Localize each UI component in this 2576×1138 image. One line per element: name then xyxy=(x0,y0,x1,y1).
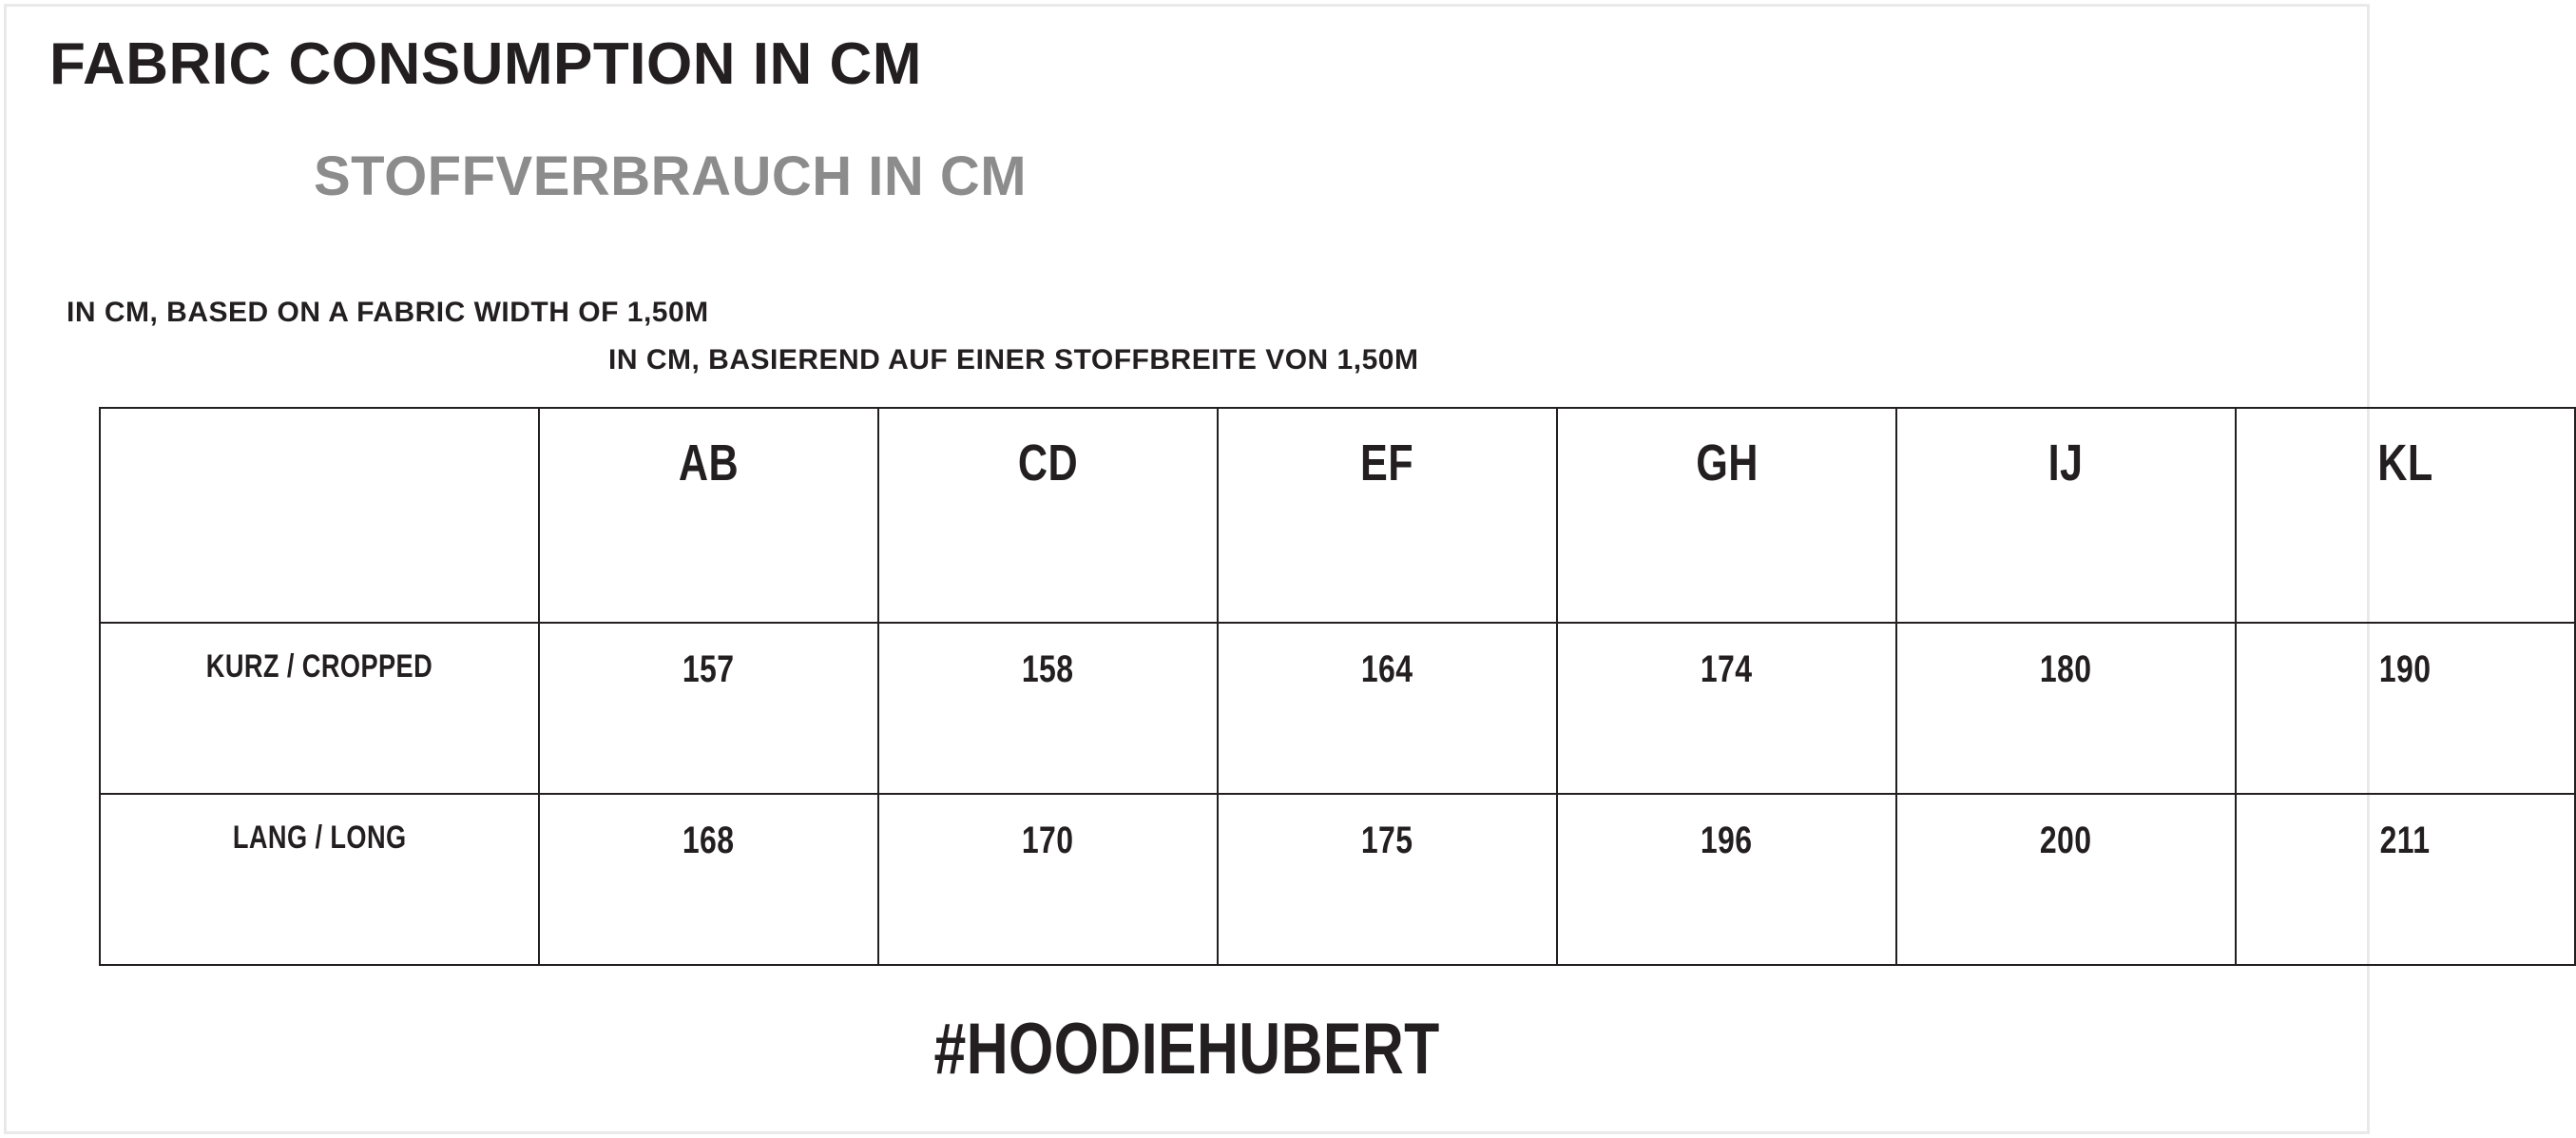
cell-cropped-ef-value: 164 xyxy=(1361,648,1413,690)
cell-cropped-ij xyxy=(1896,623,2236,794)
column-header-ab-label: AB xyxy=(678,434,740,492)
page-title-english-text: FABRIC CONSUMPTION IN CM xyxy=(49,31,922,97)
cell-cropped-gh xyxy=(1557,623,1896,794)
column-header-ab xyxy=(539,408,878,623)
column-header-ef xyxy=(1218,408,1557,623)
fabric-consumption-table-wrapper xyxy=(99,407,2433,966)
table-row xyxy=(100,623,2575,794)
cell-cropped-kl-value: 190 xyxy=(2379,648,2432,690)
column-header-gh xyxy=(1557,408,1896,623)
subtitle-german xyxy=(608,344,1418,376)
cell-long-ef-value: 175 xyxy=(1361,820,1413,861)
page-title-german xyxy=(314,145,1027,208)
row-label-cropped xyxy=(100,623,539,794)
column-header-ij-label: IJ xyxy=(2048,434,2084,492)
row-label-long xyxy=(100,794,539,965)
table-header-row xyxy=(100,408,2575,623)
table-row xyxy=(100,794,2575,965)
cell-long-ij-value: 200 xyxy=(2040,820,2092,861)
column-header-gh-label: GH xyxy=(1695,434,1759,492)
cell-long-gh-value: 196 xyxy=(1701,820,1753,861)
column-header-ef-label: EF xyxy=(1360,434,1414,492)
cell-long-gh xyxy=(1557,794,1896,965)
row-label-cropped-text: KURZ / CROPPED xyxy=(205,648,433,685)
cell-long-ef xyxy=(1218,794,1557,965)
cell-long-cd xyxy=(878,794,1218,965)
cell-long-kl xyxy=(2236,794,2575,965)
subtitle-english xyxy=(67,297,709,329)
cell-cropped-ef xyxy=(1218,623,1557,794)
column-header-kl xyxy=(2236,408,2575,623)
cell-cropped-ij-value: 180 xyxy=(2040,648,2092,690)
row-label-long-text: LANG / LONG xyxy=(232,820,407,856)
cell-cropped-ab-value: 157 xyxy=(682,648,735,690)
page-title-english xyxy=(49,30,922,98)
cell-long-kl-value: 211 xyxy=(2380,820,2431,861)
hashtag-text: #HOODIEHUBERT xyxy=(933,1009,1440,1090)
cell-cropped-cd xyxy=(878,623,1218,794)
column-header-kl-label: KL xyxy=(2377,434,2433,492)
column-header-cd-label: CD xyxy=(1017,434,1079,492)
cell-long-cd-value: 170 xyxy=(1022,820,1074,861)
cell-long-ab xyxy=(539,794,878,965)
subtitle-german-text: IN CM, BASIEREND AUF EINER STOFFBREITE VON 1,50M xyxy=(608,344,1419,376)
subtitle-english-text: IN CM, BASED ON A FABRIC WIDTH OF 1,50M xyxy=(67,297,709,328)
cell-long-ij xyxy=(1896,794,2236,965)
table-corner-cell xyxy=(100,408,539,623)
page-title-german-text: STOFFVERBRAUCH IN CM xyxy=(314,145,1028,207)
hashtag xyxy=(0,1008,2374,1090)
column-header-cd xyxy=(878,408,1218,623)
column-header-ij xyxy=(1896,408,2236,623)
fabric-consumption-table xyxy=(99,407,2576,966)
cell-long-ab-value: 168 xyxy=(682,820,735,861)
cell-cropped-gh-value: 174 xyxy=(1701,648,1753,690)
cell-cropped-ab xyxy=(539,623,878,794)
cell-cropped-cd-value: 158 xyxy=(1022,648,1074,690)
cell-cropped-kl xyxy=(2236,623,2575,794)
